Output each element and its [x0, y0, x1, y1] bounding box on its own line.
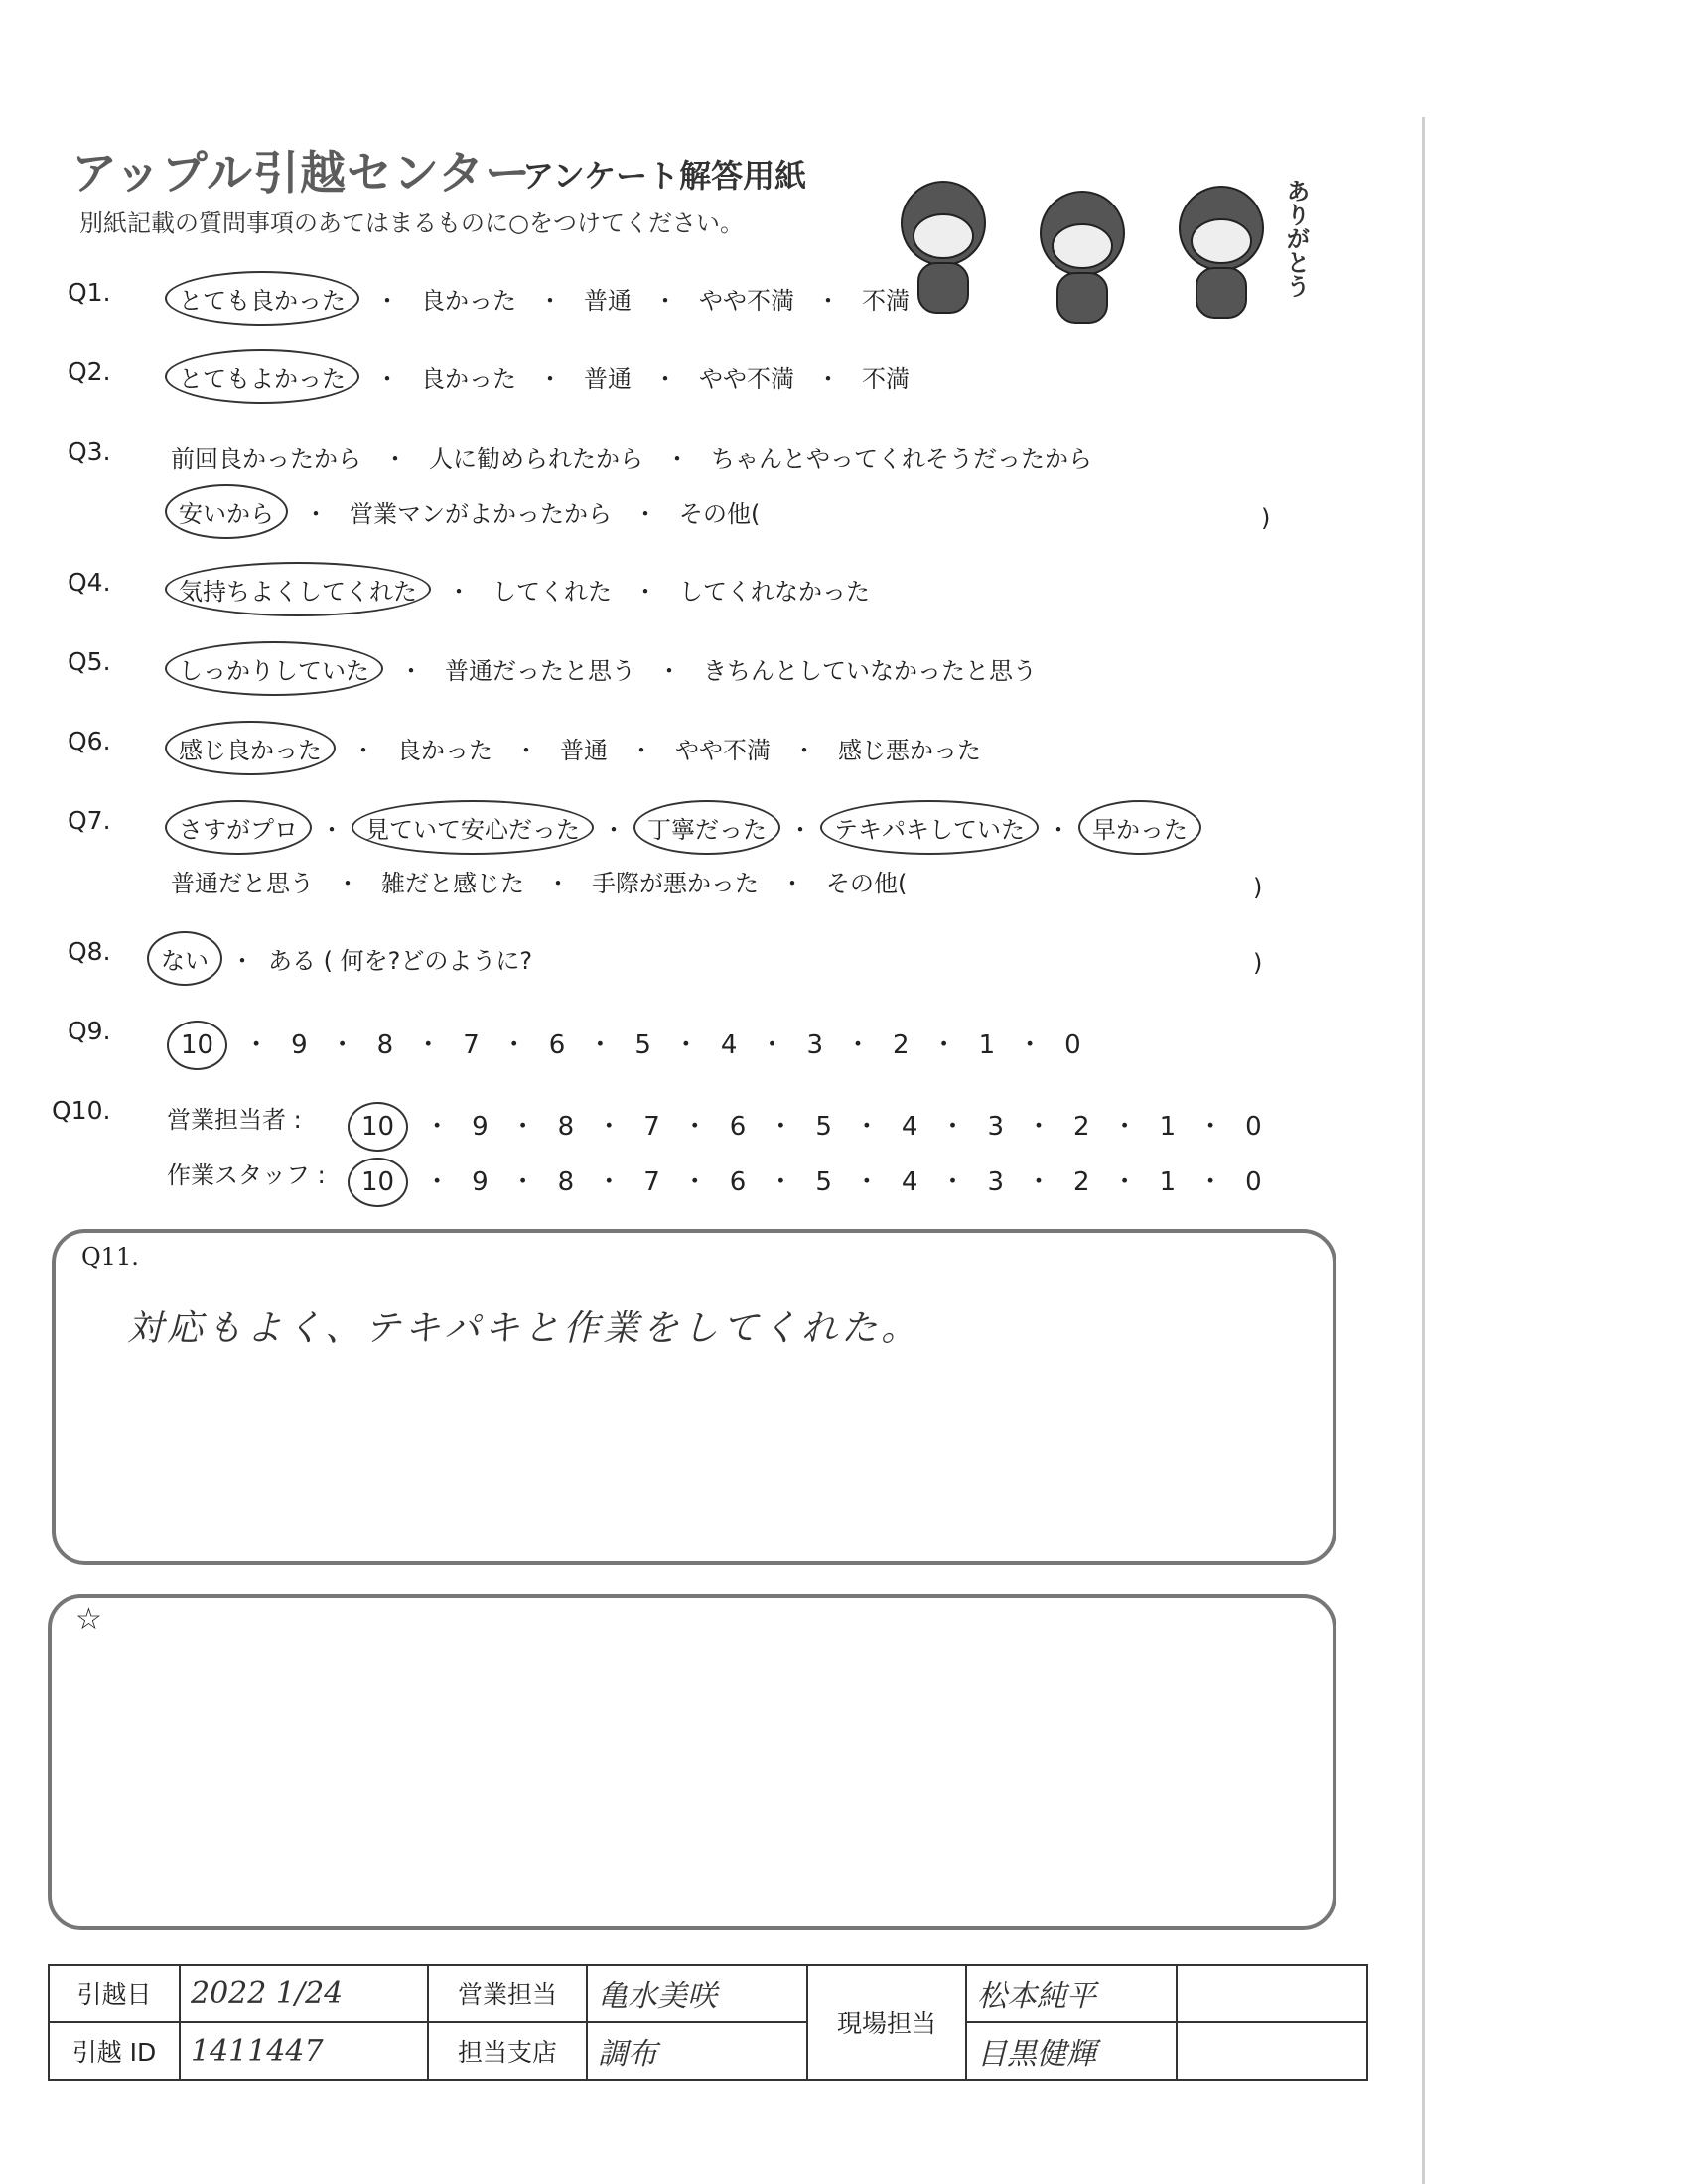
q10-staff-score-10[interactable]: 10	[348, 1158, 408, 1207]
q6-option-3[interactable]: 普通	[560, 737, 608, 764]
q3-option-5[interactable]: 営業マンがよかったから	[350, 500, 612, 528]
q11-label: Q11.	[81, 1243, 139, 1271]
q10-sales-scale: 10 ・ 9 ・ 8 ・ 7 ・ 6 ・ 5 ・ 4 ・ 3 ・ 2 ・ 1 ・ 0	[350, 1106, 1266, 1143]
q1-option-1[interactable]: とても良かった	[165, 271, 359, 326]
mascot-text: ありがとう	[1282, 179, 1310, 298]
q3-option-1[interactable]: 前回良かったから	[171, 445, 361, 473]
monkey-icon	[902, 182, 985, 313]
q2-options: とてもよかった ・ 良かった ・ 普通 ・ やや不満 ・ 不満	[167, 359, 914, 394]
q9-number: Q9.	[68, 1017, 111, 1045]
branch-value[interactable]	[587, 2022, 807, 2080]
q9-score-5[interactable]: 5	[634, 1030, 651, 1060]
move-date-label: 引越日	[49, 1965, 180, 2022]
q9-score-9[interactable]: 9	[291, 1030, 308, 1060]
branch-handwritten: 調布	[598, 2037, 657, 2072]
q10-staff-score-9[interactable]: 9	[472, 1167, 489, 1197]
q5-option-1[interactable]: しっかりしていた	[165, 641, 383, 696]
instruction-text: 別紙記載の質問事項のあてはまるものに○をつけてください。	[79, 209, 744, 237]
monkey-icon	[1180, 187, 1263, 318]
q8-option-1[interactable]: ない	[147, 931, 222, 986]
q7-option-9[interactable]: その他(	[826, 870, 908, 897]
q2-option-2[interactable]: 良かった	[421, 365, 516, 393]
q1-options: とても良かった ・ 良かった ・ 普通 ・ やや不満 ・ 不満	[167, 281, 914, 316]
q8-number: Q8.	[68, 937, 111, 966]
q9-score-1[interactable]: 1	[978, 1030, 996, 1060]
q9-score-10[interactable]: 10	[167, 1021, 227, 1070]
q10-staff-label: 作業スタッフ :	[167, 1161, 326, 1189]
q1-number: Q1.	[68, 278, 111, 307]
q6-options: 感じ良かった ・ 良かった ・ 普通 ・ やや不満 ・ 感じ悪かった	[167, 731, 985, 765]
q9-score-2[interactable]: 2	[893, 1030, 910, 1060]
q6-option-5[interactable]: 感じ悪かった	[838, 737, 981, 764]
q10-sales-label: 営業担当者 :	[167, 1106, 302, 1134]
branch-label: 担当支店	[428, 2022, 587, 2080]
q7-option-2[interactable]: 見ていて安心だった	[352, 800, 594, 855]
q4-options: 気持ちよくしてくれた ・ してくれた ・ してくれなかった	[167, 572, 874, 607]
star-icon: ☆	[75, 1602, 102, 1637]
q6-option-2[interactable]: 良かった	[397, 737, 492, 764]
star-comment-box[interactable]	[48, 1594, 1336, 1930]
q6-option-4[interactable]: やや不満	[675, 737, 771, 764]
q10-staff-scale: 10 ・ 9 ・ 8 ・ 7 ・ 6 ・ 5 ・ 4 ・ 3 ・ 2 ・ 1 ・ 0	[350, 1161, 1266, 1198]
q9-score-3[interactable]: 3	[806, 1030, 824, 1060]
sales-rep-label: 営業担当	[428, 1965, 587, 2022]
move-date-value[interactable]	[180, 1965, 428, 2022]
move-date-handwritten: 2022 1/24	[191, 1976, 344, 2011]
sales-rep-value[interactable]	[587, 1965, 807, 2022]
q8-close-paren: )	[1253, 949, 1263, 977]
q7-option-5[interactable]: 早かった	[1078, 800, 1201, 855]
paper-edge	[1422, 117, 1425, 2184]
q9-scale: 10 ・ 9 ・ 8 ・ 7 ・ 6 ・ 5 ・ 4 ・ 3 ・ 2 ・ 1 ・ 0	[169, 1024, 1085, 1061]
site-staff-label: 現場担当	[807, 1965, 966, 2080]
q7-close-paren: )	[1253, 874, 1263, 901]
company-title: アップル引越センター	[71, 146, 532, 200]
q1-option-2[interactable]: 良かった	[421, 287, 516, 315]
site-staff-1-handwritten: 松本純平	[977, 1979, 1096, 2014]
q3-option-3[interactable]: ちゃんとやってくれそうだったから	[711, 445, 1092, 473]
q10-staff-score-0[interactable]: 0	[1245, 1167, 1262, 1197]
q10-staff-score-8[interactable]: 8	[557, 1167, 575, 1197]
q3-options-line2: 安いから ・ 営業マンがよかったから ・ その他(	[167, 494, 764, 529]
q8-options: ない ・ ある ( 何を?どのように?	[149, 941, 536, 976]
q7-option-1[interactable]: さすがプロ	[165, 800, 312, 855]
q3-close-paren: )	[1261, 504, 1271, 532]
q7-number: Q7.	[68, 806, 111, 835]
q5-options: しっかりしていた ・ 普通だったと思う ・ きちんとしていなかったと思う	[167, 651, 1041, 686]
q3-option-4[interactable]: 安いから	[165, 484, 288, 539]
q10-sales-score-1[interactable]: 1	[1159, 1112, 1177, 1142]
q2-option-3[interactable]: 普通	[584, 365, 632, 393]
q2-option-4[interactable]: やや不満	[699, 365, 794, 393]
q5-number: Q5.	[68, 647, 111, 676]
site-staff-2-handwritten: 目黒健輝	[977, 2037, 1096, 2072]
q9-score-0[interactable]: 0	[1064, 1030, 1081, 1060]
q10-sales-score-6[interactable]: 6	[729, 1112, 747, 1142]
q5-option-2[interactable]: 普通だったと思う	[445, 657, 635, 685]
monkey-icon	[1041, 192, 1124, 323]
q7-option-3[interactable]: 丁寧だった	[633, 800, 780, 855]
q7-option-6[interactable]: 普通だと思う	[171, 870, 314, 897]
q3-option-2[interactable]: 人に勧められたから	[429, 445, 643, 473]
q4-option-2[interactable]: してくれた	[492, 578, 612, 606]
q9-score-8[interactable]: 8	[376, 1030, 394, 1060]
q2-option-5[interactable]: 不満	[862, 365, 910, 393]
q10-staff-score-6[interactable]: 6	[729, 1167, 747, 1197]
monkey-mascot-illustration	[884, 159, 1340, 338]
q10-sales-score-3[interactable]: 3	[987, 1112, 1005, 1142]
q2-number: Q2.	[68, 357, 111, 386]
q10-sales-score-4[interactable]: 4	[901, 1112, 918, 1142]
q1-option-3[interactable]: 普通	[584, 287, 632, 315]
q4-option-1[interactable]: 気持ちよくしてくれた	[165, 562, 431, 616]
form-subtitle: アンケート解答用紙	[522, 157, 807, 195]
q1-option-5[interactable]: 不満	[862, 287, 910, 315]
q9-score-4[interactable]: 4	[720, 1030, 738, 1060]
q10-staff-score-1[interactable]: 1	[1159, 1167, 1177, 1197]
q10-sales-score-10[interactable]: 10	[348, 1102, 408, 1152]
q6-number: Q6.	[68, 727, 111, 755]
move-id-label: 引越 ID	[49, 2022, 180, 2080]
sales-rep-handwritten: 亀水美咲	[598, 1979, 717, 2014]
site-staff-extra-1[interactable]	[1177, 1965, 1367, 2022]
q7-option-4[interactable]: テキパキしていた	[820, 800, 1039, 855]
move-id-handwritten: 1411447	[191, 2033, 324, 2069]
q11-handwritten-comment: 対応もよく、テキパキと作業をしてくれた。	[127, 1308, 921, 1349]
q10-sales-score-2[interactable]: 2	[1073, 1112, 1090, 1142]
q3-option-6[interactable]: その他(	[679, 500, 761, 528]
q11-comment-box[interactable]	[52, 1229, 1336, 1565]
q3-number: Q3.	[68, 437, 111, 466]
q9-score-7[interactable]: 7	[463, 1030, 480, 1060]
q10-sales-score-0[interactable]: 0	[1245, 1112, 1262, 1142]
q10-staff-score-7[interactable]: 7	[643, 1167, 660, 1197]
site-staff-2-value[interactable]	[966, 2022, 1177, 2080]
q10-sales-score-7[interactable]: 7	[643, 1112, 660, 1142]
q4-number: Q4.	[68, 568, 111, 597]
site-staff-extra-2[interactable]	[1177, 2022, 1367, 2080]
site-staff-1-value[interactable]	[966, 1965, 1177, 2022]
q7-options-line2: 普通だと思う ・ 雑だと感じた ・ 手際が悪かった ・ その他(	[167, 864, 911, 898]
q8-option-2[interactable]: ある ( 何を?どのように?	[268, 947, 533, 975]
q5-option-3[interactable]: きちんとしていなかったと思う	[703, 657, 1037, 685]
q4-option-3[interactable]: してくれなかった	[679, 578, 870, 606]
q7-option-7[interactable]: 雑だと感じた	[381, 870, 524, 897]
q10-number: Q10.	[52, 1096, 111, 1125]
q2-option-1[interactable]: とてもよかった	[165, 349, 359, 404]
q10-sales-score-9[interactable]: 9	[472, 1112, 489, 1142]
move-id-value[interactable]	[180, 2022, 428, 2080]
q10-staff-score-4[interactable]: 4	[901, 1167, 918, 1197]
q10-sales-score-5[interactable]: 5	[815, 1112, 832, 1142]
q7-option-8[interactable]: 手際が悪かった	[592, 870, 759, 897]
move-info-table	[48, 1964, 1368, 2081]
q9-score-6[interactable]: 6	[548, 1030, 566, 1060]
q3-options-line1: 前回良かったから ・ 人に勧められたから ・ ちゃんとやってくれそうだったから	[167, 439, 1096, 474]
q10-staff-score-5[interactable]: 5	[815, 1167, 832, 1197]
q10-sales-score-8[interactable]: 8	[557, 1112, 575, 1142]
q7-options-line1: さすがプロ ・ 見ていて安心だった ・ 丁寧だった ・ テキパキしていた ・ 早かった	[167, 810, 1199, 845]
q10-staff-score-2[interactable]: 2	[1073, 1167, 1090, 1197]
q6-option-1[interactable]: 感じ良かった	[165, 721, 336, 775]
q10-staff-score-3[interactable]: 3	[987, 1167, 1005, 1197]
q1-option-4[interactable]: やや不満	[699, 287, 794, 315]
